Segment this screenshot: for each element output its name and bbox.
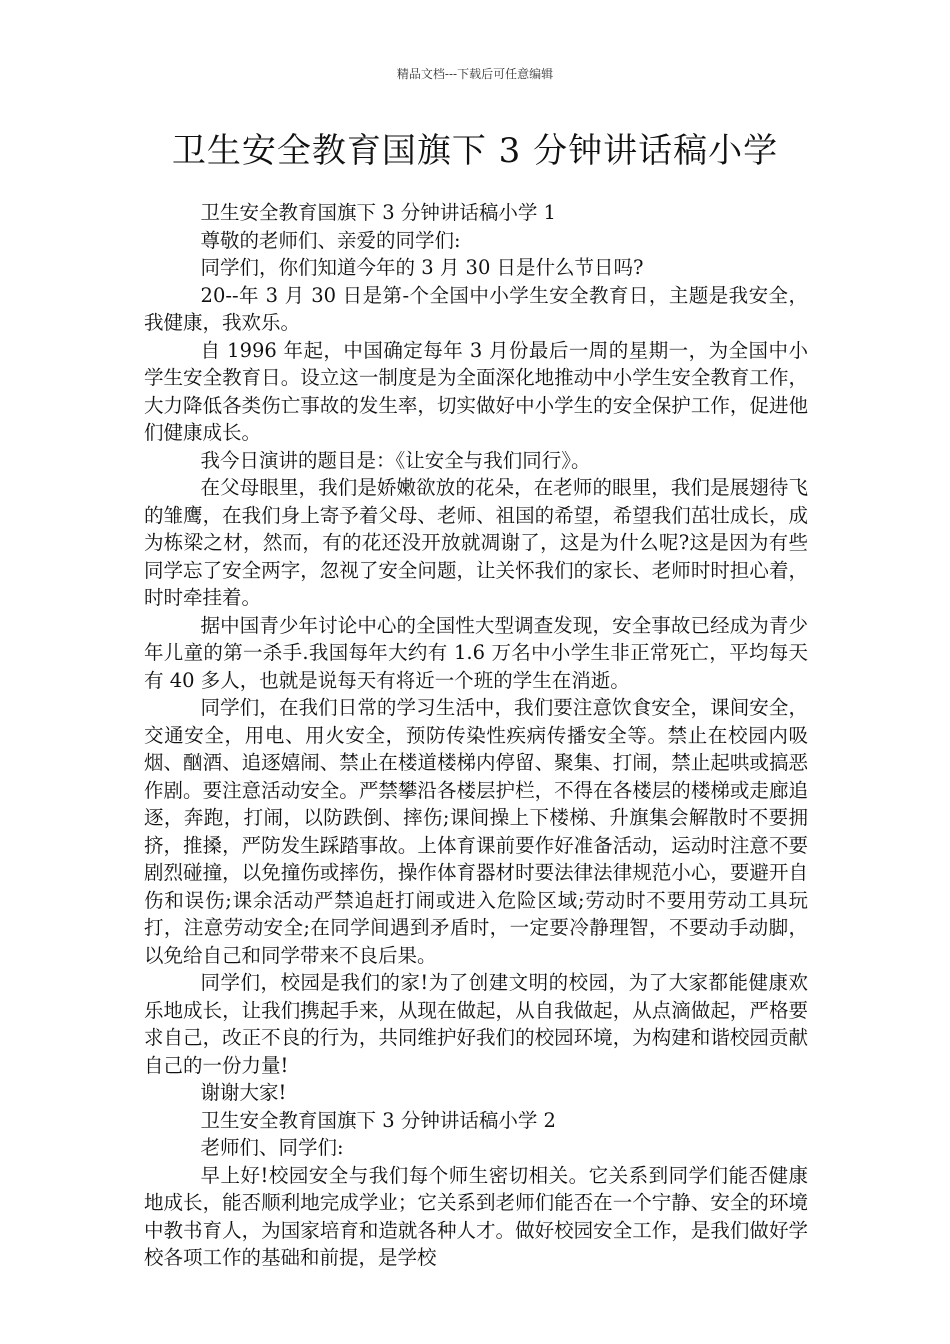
paragraph: 20--年 3 月 30 日是第-个全国中小学生安全教育日，主题是我安全，我健康，我欢乐。 [144, 283, 808, 334]
header-note: 精品文档---下载后可任意编辑 [396, 67, 554, 81]
paragraph: 老师们、同学们: [200, 1136, 344, 1159]
document-body [144, 199, 808, 1272]
paragraph: 我今日演讲的题目是：《让安全与我们同行》。 [200, 448, 591, 472]
paragraph: 同学们，在我们日常的学习生活中，我们要注意饮食安全，课间安全，交通安全，用电、用火安全，预防传染性疾病传播安全等。禁止在校园内吸烟、酗酒、追逐嬉闹、禁止在楼道楼梯内停留、聚集、打闹，禁止起哄或搞恶作剧。要注意活动安全。严禁攀沿各楼层护栏，不得在各楼层的楼梯或走廊追逐，奔跑，打闹，以防跌倒、摔伤;课间操上下楼梯、升旗集会解散时不要拥挤，推搡，严防发生踩踏事故。上体育课前要作好准备活动，运动时注意不要剧烈碰撞，以免撞伤或摔伤，操作体育器材时要法律法律规范小心，要避开自伤和误伤;课余活动严禁追赶打闹或进入危险区域;劳动时不要用劳动工具玩打，注意劳动安全;在同学间遇到矛盾时，一定要冷静理智，不要动手动脚，以免给自己和同学带来不良后果。 [144, 696, 808, 967]
document-title: 卫生安全教育国旗下 3 分钟讲话稿小学 [171, 131, 779, 171]
paragraph: 同学们，你们知道今年的 3 月 30 日是什么节日吗? [200, 256, 644, 279]
paragraph: 谢谢大家! [200, 1081, 287, 1104]
paragraph: 尊敬的老师们、亲爱的同学们: [200, 228, 461, 252]
paragraph: 卫生安全教育国旗下 3 分钟讲话稿小学 2 [200, 1108, 556, 1132]
paragraph: 同学们，校园是我们的家!为了创建文明的校园，为了大家都能健康欢乐地成长，让我们携起手来，从现在做起，从自我做起，从点滴做起，严格要求自己，改正不良的行为，共同维护好我们的校园环境，为构建和谐校园贡献自己的一份力量! [144, 971, 808, 1077]
paragraph: 自 1996 年起，中国确定每年 3 月份最后一周的星期一，为全国中小学生安全教育日。设立这一制度是为全面深化地推动中小学生安全教育工作，大力降低各类伤亡事故的发生率，切实做好中小学生的安全保护工作，促进他们健康成长。 [144, 338, 808, 444]
paragraph: 卫生安全教育国旗下 3 分钟讲话稿小学 1 [200, 201, 556, 224]
paragraph: 据中国青少年讨论中心的全国性大型调查发现，安全事故已经成为青少年儿童的第一杀手.我国每年大约有 1.6 万名中小学生非正常死亡，平均每天有 40 多人，也就是说每天有将近一个班的学生在消逝。 [144, 613, 808, 692]
paragraph: 早上好!校园安全与我们每个师生密切相关。它关系到同学们能否健康地成长，能否顺利地完成学业；它关系到老师们能否在一个宁静、安全的环境中教书育人，为国家培育和造就各种人才。做好校园安全工作，是我们做好学校各项工作的基础和前提，是学校 [144, 1163, 808, 1269]
paragraph: 在父母眼里，我们是娇嫩欲放的花朵，在老师的眼里，我们是展翅待飞的雏鹰，在我们身上寄予着父母、老师、祖国的希望，希望我们茁壮成长，成为栋梁之材，然而，有的花还没开放就凋谢了，这是为什么呢?这是因为有些同学忘了安全两字，忽视了安全问题，让关怀我们的家长、老师时时担心着，时时牵挂着。 [144, 476, 808, 609]
